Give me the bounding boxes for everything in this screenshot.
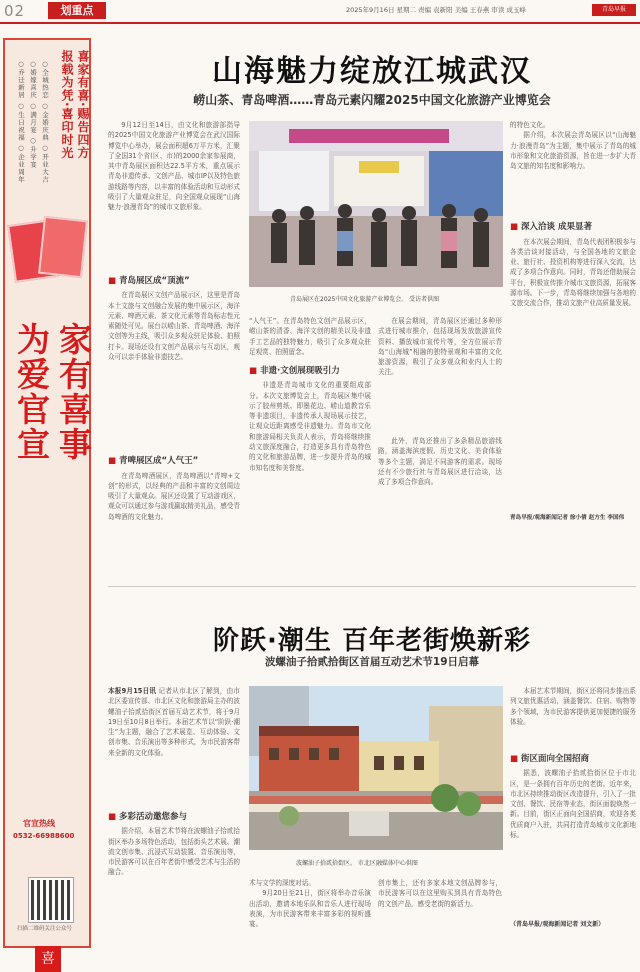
ad-services-1: ○全城热恋 ○金婚庆典 ○开业大吉 [41, 60, 49, 184]
paragraph: 在青岛展区文创产品展示区，这里是青岛本土文旅与文创融合发展的集中展示区，海洋元素、啤酒元素、茶文化元素等青岛标志性元素随处可见。展台以崂山茶、青岛啤酒、海洋文创等为主线，吸引众多观众驻足体验、拍照打卡。现场还设有文创产品展示与互动区，观众可以亲手体验非遗技艺。 [108, 291, 240, 362]
subheading: ■ 非遗·文创展现吸引力 [249, 366, 340, 376]
subheading: ■ 多彩活动邀您参与 [108, 812, 188, 822]
article1-byline: 青岛早报/观海新闻记者 徐小倩 赵方生 李国伟 [510, 514, 625, 521]
paragraph: 本报9月15日讯 记者从市北区了解到，由市北区委宣传部、市北区文化和旅游局主办的波螺油子拾贰拾街区首届互动艺术节，将于9月19日至10月8日举行。本届艺术节以“阶跃·潮生”为主题，融合了艺术展览、互动体验、文创市集、音乐演出等多种形式，为市民游客带来全新的文化体验。 [108, 687, 240, 757]
article1-column-1 [108, 120, 240, 576]
expo-photo [249, 121, 503, 287]
hotline-number: 0532-66988600 [13, 832, 75, 840]
paragraph: 据介绍，本次展会青岛展区以“山海魅力·浪漫青岛”为主题，集中展示了青岛的城市形象和文化旅游资源，旨在进一步扩大青岛文旅的知名度和影响力。 [510, 131, 636, 171]
page-number: 02 [4, 2, 26, 20]
article1-column-3 [378, 316, 502, 576]
article2-column-4 [510, 686, 636, 948]
paragraph: 在展会期间，青岛展区还通过多种形式进行城市推介，包括现场发放旅游宣传资料、播放城市宣传片等，全方位展示青岛“山海城”相融的独特景观和丰富的文化旅游资源，吸引了众多观众和业内人士的关注。 [378, 317, 502, 377]
ad-headline-2: 为爱官宣 [12, 322, 51, 462]
ad-services-2: ○婚嫁喜庆 ○满月宴 ○升学宴 [29, 60, 37, 169]
paragraph: 在青岛啤酒展区，青岛啤酒以“青啤+文创”的形式，以经典的产品和丰富的文创周边吸引了大量观众。展区还设置了互动游戏区，观众可以通过参与游戏赢取精美礼品，感受青岛啤酒的文化魅力。 [108, 471, 240, 521]
header-rule [0, 22, 640, 24]
ad-logo: 喜 [35, 946, 61, 972]
article2-column-2 [249, 878, 371, 948]
article2-title: 阶跃·潮生 百年老街焕新彩 [213, 626, 531, 656]
article2-subtitle: 波螺油子拾贰拾街区首届互动艺术节19日启幕 [264, 656, 480, 668]
article-divider [108, 586, 636, 587]
section-tag: 划重点 [48, 2, 106, 19]
paragraph: 据悉，波螺油子拾贰拾街区位于市北区，是一条拥有百年历史的老街。近年来，市北区持续推动街区改造提升，引入了一批文创、餐饮、民宿等业态，街区面貌焕然一新。目前，街区正面向全国招商，欢迎各类优质商户入驻，共同打造青岛城市文化新地标。 [510, 769, 636, 840]
dateline: 本报9月15日讯 [108, 687, 157, 695]
paragraph: 非遗是青岛城市文化的重要组成部分。本次文旅博览会上，青岛展区集中展示了胶州剪纸、即墨花边、崂山道教音乐等非遗项目，非遗传承人现场展示技艺，让观众近距离感受非遗魅力。青岛市文化和旅游局相关负责人表示，青岛将继续推动文旅深度融合，打造更多具有青岛特色的文化和旅游品牌，进一步提升青岛的城市知名度和美誉度。 [249, 381, 371, 472]
paragraph: 术与文学的深度对话。 [249, 879, 315, 887]
paper-badge: 青岛早报 [592, 4, 636, 16]
ad-services-3: ○乔迁新居 ○生日祝福 ○企业周年 [17, 60, 25, 184]
paragraph: 此外，青岛还推出了多条精品旅游线路，涵盖海滨度假、历史文化、美食体验等多个主题，满足不同游客的需求。现场还有不少旅行社与青岛展区进行洽谈，达成了多项合作意向。 [378, 437, 502, 487]
paragraph: 据介绍，本届艺术节将在波螺油子拾贰拾街区举办多场特色活动，包括街头艺术展、潮流文创市集、沉浸式互动装置、音乐演出等，市民游客可以在百年老街中感受艺术与生活的融合。 [108, 827, 240, 877]
paragraph: 9月12日至14日，由文化和旅游部指导的2025中国文化旅游产业博览会在武汉国际博览中心举办，展会面积超6万平方米，汇聚了全国31个省(区、市)的2000余家参展商，其中青岛展区面积达22.5平方米，重点展示青岛非遗传承、文创产品、城市IP以及特色旅游线路等内容，以丰富的体验活动和互动形式吸引了大量观众驻足，向全国观众展现“山海魅力·浪漫青岛”的城市文旅形象。 [108, 121, 240, 212]
ad-slogan-2: 报载为凭·喜印时光 [60, 50, 74, 160]
paragraph: 创市集上，还有多家本地文创品牌参与，市民游客可以在这里购买到具有青岛特色的文创产品，感受老街的新活力。 [378, 879, 502, 908]
paragraph: 本届艺术节期间，街区还将同步推出系列文旅优惠活动，涵盖餐饮、住宿、购物等多个领域，为市民游客提供更加便捷的服务体验。 [510, 687, 636, 726]
subheading: ■ 青啤展区成“人气王” [108, 456, 199, 467]
paragraph: 的特色文化。 [510, 121, 550, 129]
paragraph: “人气王”。在青岛特色文创产品展示区，崂山茶的清香、海洋文创的精美以及非遗手工艺品的独特魅力，吸引了众多观众驻足观赏、拍照留念。 [249, 317, 371, 356]
sidebar-ad [3, 38, 93, 967]
article2-byline: （青岛早报/观海新闻记者 刘文新） [510, 921, 605, 929]
issue-info: 2025年9月16日 星期二 责编 袁新阳 美编 王春燕 审读 成玉峰 [346, 6, 526, 14]
article2-column-3 [378, 878, 502, 948]
hotline-label: 官宣热线 [23, 819, 55, 828]
old-street-photo [249, 686, 503, 850]
old-street-photo-caption: 波螺油子拾贰拾街区。 市北区融媒体中心供图 [296, 860, 418, 867]
subheading: ■ 深入洽谈 成果显著 [510, 222, 592, 233]
article1-column-2 [249, 316, 371, 576]
ad-cards-image [11, 214, 95, 314]
paragraph: 在本次展会期间，青岛代表团积极参与各类洽谈对接活动，与全国各地的文旅企业、旅行社、投资机构等进行深入交流，达成了多项合作意向。同时，青岛还借助展会平台，积极宣传推介城市文旅资源，拓展客源市场。下一步，青岛将继续加强与各地的文旅交流合作，推动文旅产业高质量发展。 [510, 237, 636, 308]
subheading: ■ 街区面向全国招商 [510, 754, 590, 764]
qr-code [29, 878, 73, 922]
article1-subtitle: 崂山茶、青岛啤酒……青岛元素闪耀2025中国文化旅游产业博览会 [193, 93, 551, 107]
subheading: ■ 青岛展区成“顶流” [108, 276, 190, 286]
article1-column-4 [510, 120, 636, 576]
article1-title: 山海魅力绽放江城武汉 [212, 54, 532, 89]
expo-photo-caption: 青岛展区在2025中国文化旅游产业博览会。 受访者供图 [290, 296, 440, 303]
qr-caption: 扫描二维码关注公众号 [17, 926, 73, 932]
ad-slogan-1: 喜家有喜·赐告四方 [76, 50, 90, 160]
paragraph: 9月20日至21日，街区将举办音乐演出活动，邀请本地乐队和音乐人进行现场表演，为市民游客带来丰富多彩的视听盛宴。 [249, 889, 371, 929]
article2-column-1 [108, 686, 240, 948]
ad-headline-1: 家有喜事 [54, 322, 93, 462]
